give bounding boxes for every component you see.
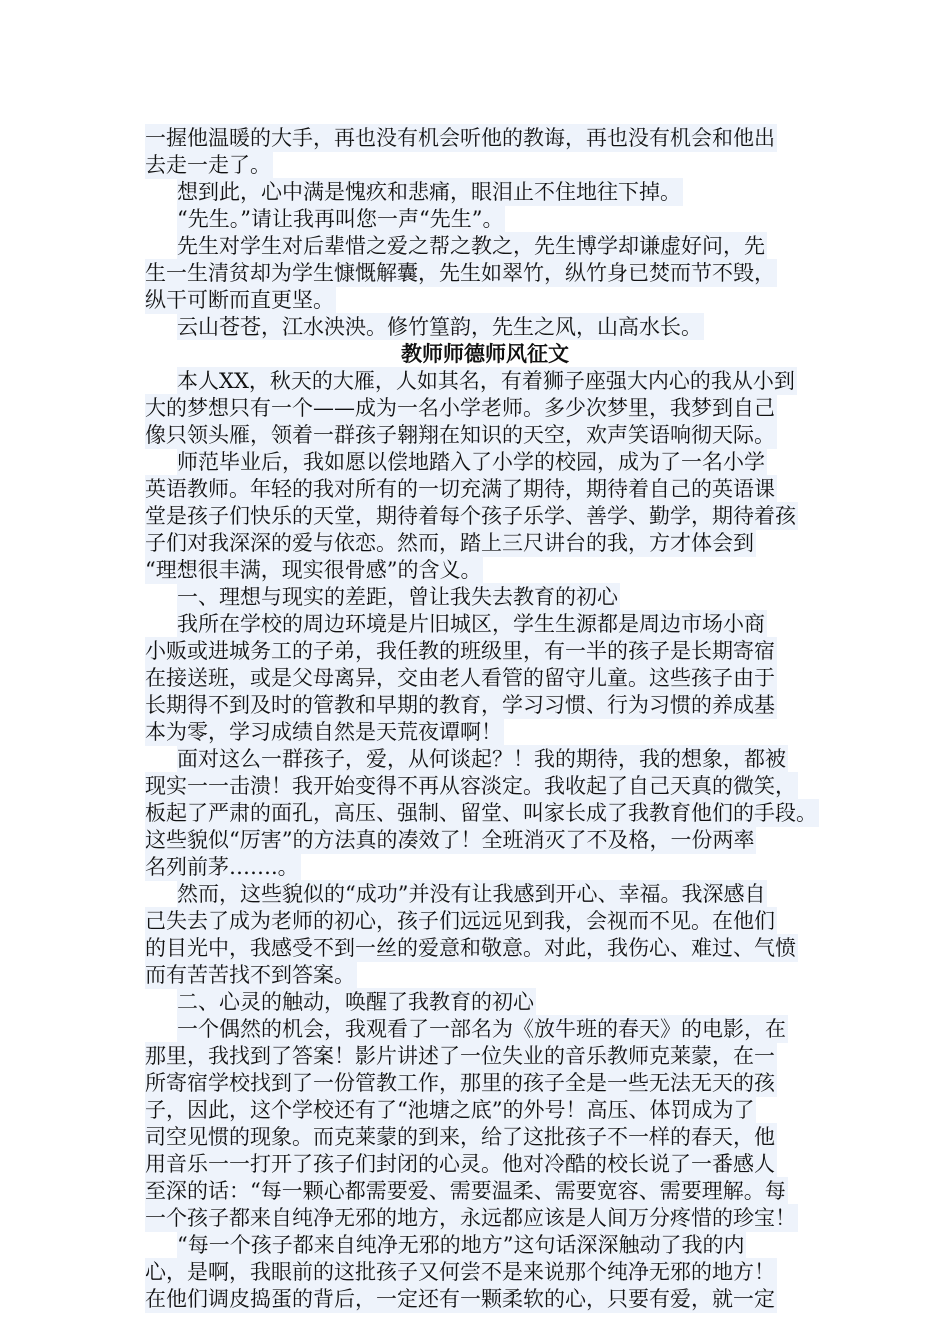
paragraph-first-line: 然而，这些貌似的“成功”并没有让我感到开心、幸福。我深感自 [177, 882, 766, 906]
paragraph-line: 英语教师。年轻的我对所有的一切充满了期待，期待着自己的英语课 [145, 477, 775, 501]
paragraph-line: 长期得不到及时的管教和早期的教育，学习习惯、行为习惯的养成基 [145, 693, 775, 717]
paragraph-first-line: “每一个孩子都来自纯净无邪的地方”这句话深深触动了我的内 [177, 1233, 745, 1257]
paragraph-line: 己失去了成为老师的初心，孩子们远远见到我，会视而不见。在他们 [145, 909, 775, 933]
paragraph-line: 现实一一击溃！我开始变得不再从容淡定。我收起了自己天真的微笑， [145, 774, 796, 798]
paragraph-first-line: 二、心灵的触动，唤醒了我教育的初心 [177, 990, 534, 1014]
paragraph-line: 像只领头雁，领着一群孩子翱翔在知识的天空，欢声笑语响彻天际。 [145, 423, 775, 447]
paragraph-first-line: 一个偶然的机会，我观看了一部名为《放牛班的春天》的电影，在 [177, 1017, 786, 1041]
paragraph-line: 小贩或进城务工的子弟，我任教的班级里，有一半的孩子是长期寄宿 [145, 639, 775, 663]
paragraph-line: 在他们调皮捣蛋的背后，一定还有一颗柔软的心，只要有爱，就一定 [145, 1287, 775, 1311]
paragraph-line: 那里，我找到了答案！影片讲述了一位失业的音乐教师克莱蒙，在一 [145, 1044, 775, 1068]
paragraph-line: 而有苦苦找不到答案。 [145, 963, 355, 987]
paragraph-first-line: 一、理想与现实的差距，曾让我失去教育的初心 [177, 585, 618, 609]
paragraph-line: 至深的话：“每一颗心都需要爱、需要温柔、需要宽容、需要理解。每 [145, 1179, 786, 1203]
paragraph-first-line: 我所在学校的周边环境是片旧城区，学生生源都是周边市场小商 [177, 612, 765, 636]
paragraph-line: 名列前茅…….。 [145, 855, 299, 879]
paragraph-line: 子们对我深深的爱与依恋。然而，踏上三尺讲台的我，方才体会到 [145, 531, 754, 555]
paragraph-line: 去走一走了。 [145, 153, 271, 177]
paragraph-first-line: 师范毕业后，我如愿以偿地踏入了小学的校园，成为了一名小学 [177, 450, 765, 474]
paragraph-line: 板起了严肃的面孔，高压、强制、留堂、叫家长成了我教育他们的手段。 [145, 801, 817, 825]
paragraph-first-line: 云山苍苍，江水泱泱。修竹篁韵，先生之风，山高水长。 [177, 315, 702, 339]
paragraph-line: 子，因此，这个学校还有了“池塘之底”的外号！高压、体罚成为了 [145, 1098, 755, 1122]
paragraph-line: 大的梦想只有一个——成为一名小学老师。多少次梦里，我梦到自己 [145, 396, 775, 420]
paragraph-line: 这些貌似“厉害”的方法真的凑效了！全班消灭了不及格，一份两率 [145, 828, 755, 852]
paragraph-first-line: 面对这么一群孩子，爱，从何谈起？！我的期待，我的想象，都被 [177, 747, 786, 771]
paragraph-line: “理想很丰满，现实很骨感”的含义。 [145, 558, 482, 582]
paragraph-line: 纵干可断而直更坚。 [145, 288, 334, 312]
paragraph-first-line: 先生对学生对后辈惜之爱之帮之教之，先生博学却谦虚好问，先 [177, 234, 765, 258]
paragraph-line: 在接送班，或是父母离异，交由老人看管的留守儿童。这些孩子由于 [145, 666, 775, 690]
paragraph-line: 用音乐一一打开了孩子们封闭的心灵。他对冷酷的校长说了一番感人 [145, 1152, 775, 1176]
paragraph-line: 生一生清贫却为学生慷慨解囊，先生如翠竹，纵竹身已焚而节不毁， [145, 261, 775, 285]
document-heading: 教师师德师风征文 [145, 340, 827, 368]
paragraph-line: 所寄宿学校找到了一份管教工作，那里的孩子全是一些无法无天的孩 [145, 1071, 775, 1095]
paragraph-line: 的目光中，我感受不到一丝的爱意和敬意。对此，我伤心、难过、气愤 [145, 936, 796, 960]
paragraph-line: 堂是孩子们快乐的天堂，期待着每个孩子乐学、善学、勤学，期待着孩 [145, 504, 796, 528]
paragraph-line: 一握他温暖的大手，再也没有机会听他的教诲，再也没有机会和他出 [145, 126, 775, 150]
paragraph-line: 本为零，学习成绩自然是天荒夜谭啊！ [145, 720, 502, 744]
paragraph-first-line: “先生。”请让我再叫您一声“先生”。 [177, 207, 504, 231]
paragraph-line: 一个孩子都来自纯净无邪的地方，永远都应该是人间万分疼惜的珍宝！ [145, 1206, 796, 1230]
paragraph-line: 心，是啊，我眼前的这批孩子又何尝不是来说那个纯净无邪的地方！ [145, 1260, 775, 1284]
paragraph-first-line: 本人XX，秋天的大雁，人如其名，有着狮子座强大内心的我从小到 [177, 369, 795, 393]
paragraph-first-line: 想到此，心中满是愧疚和悲痛，眼泪止不住地往下掉。 [177, 180, 681, 204]
paragraph-line: 司空见惯的现象。而克莱蒙的到来，给了这批孩子不一样的春天，他 [145, 1125, 775, 1149]
